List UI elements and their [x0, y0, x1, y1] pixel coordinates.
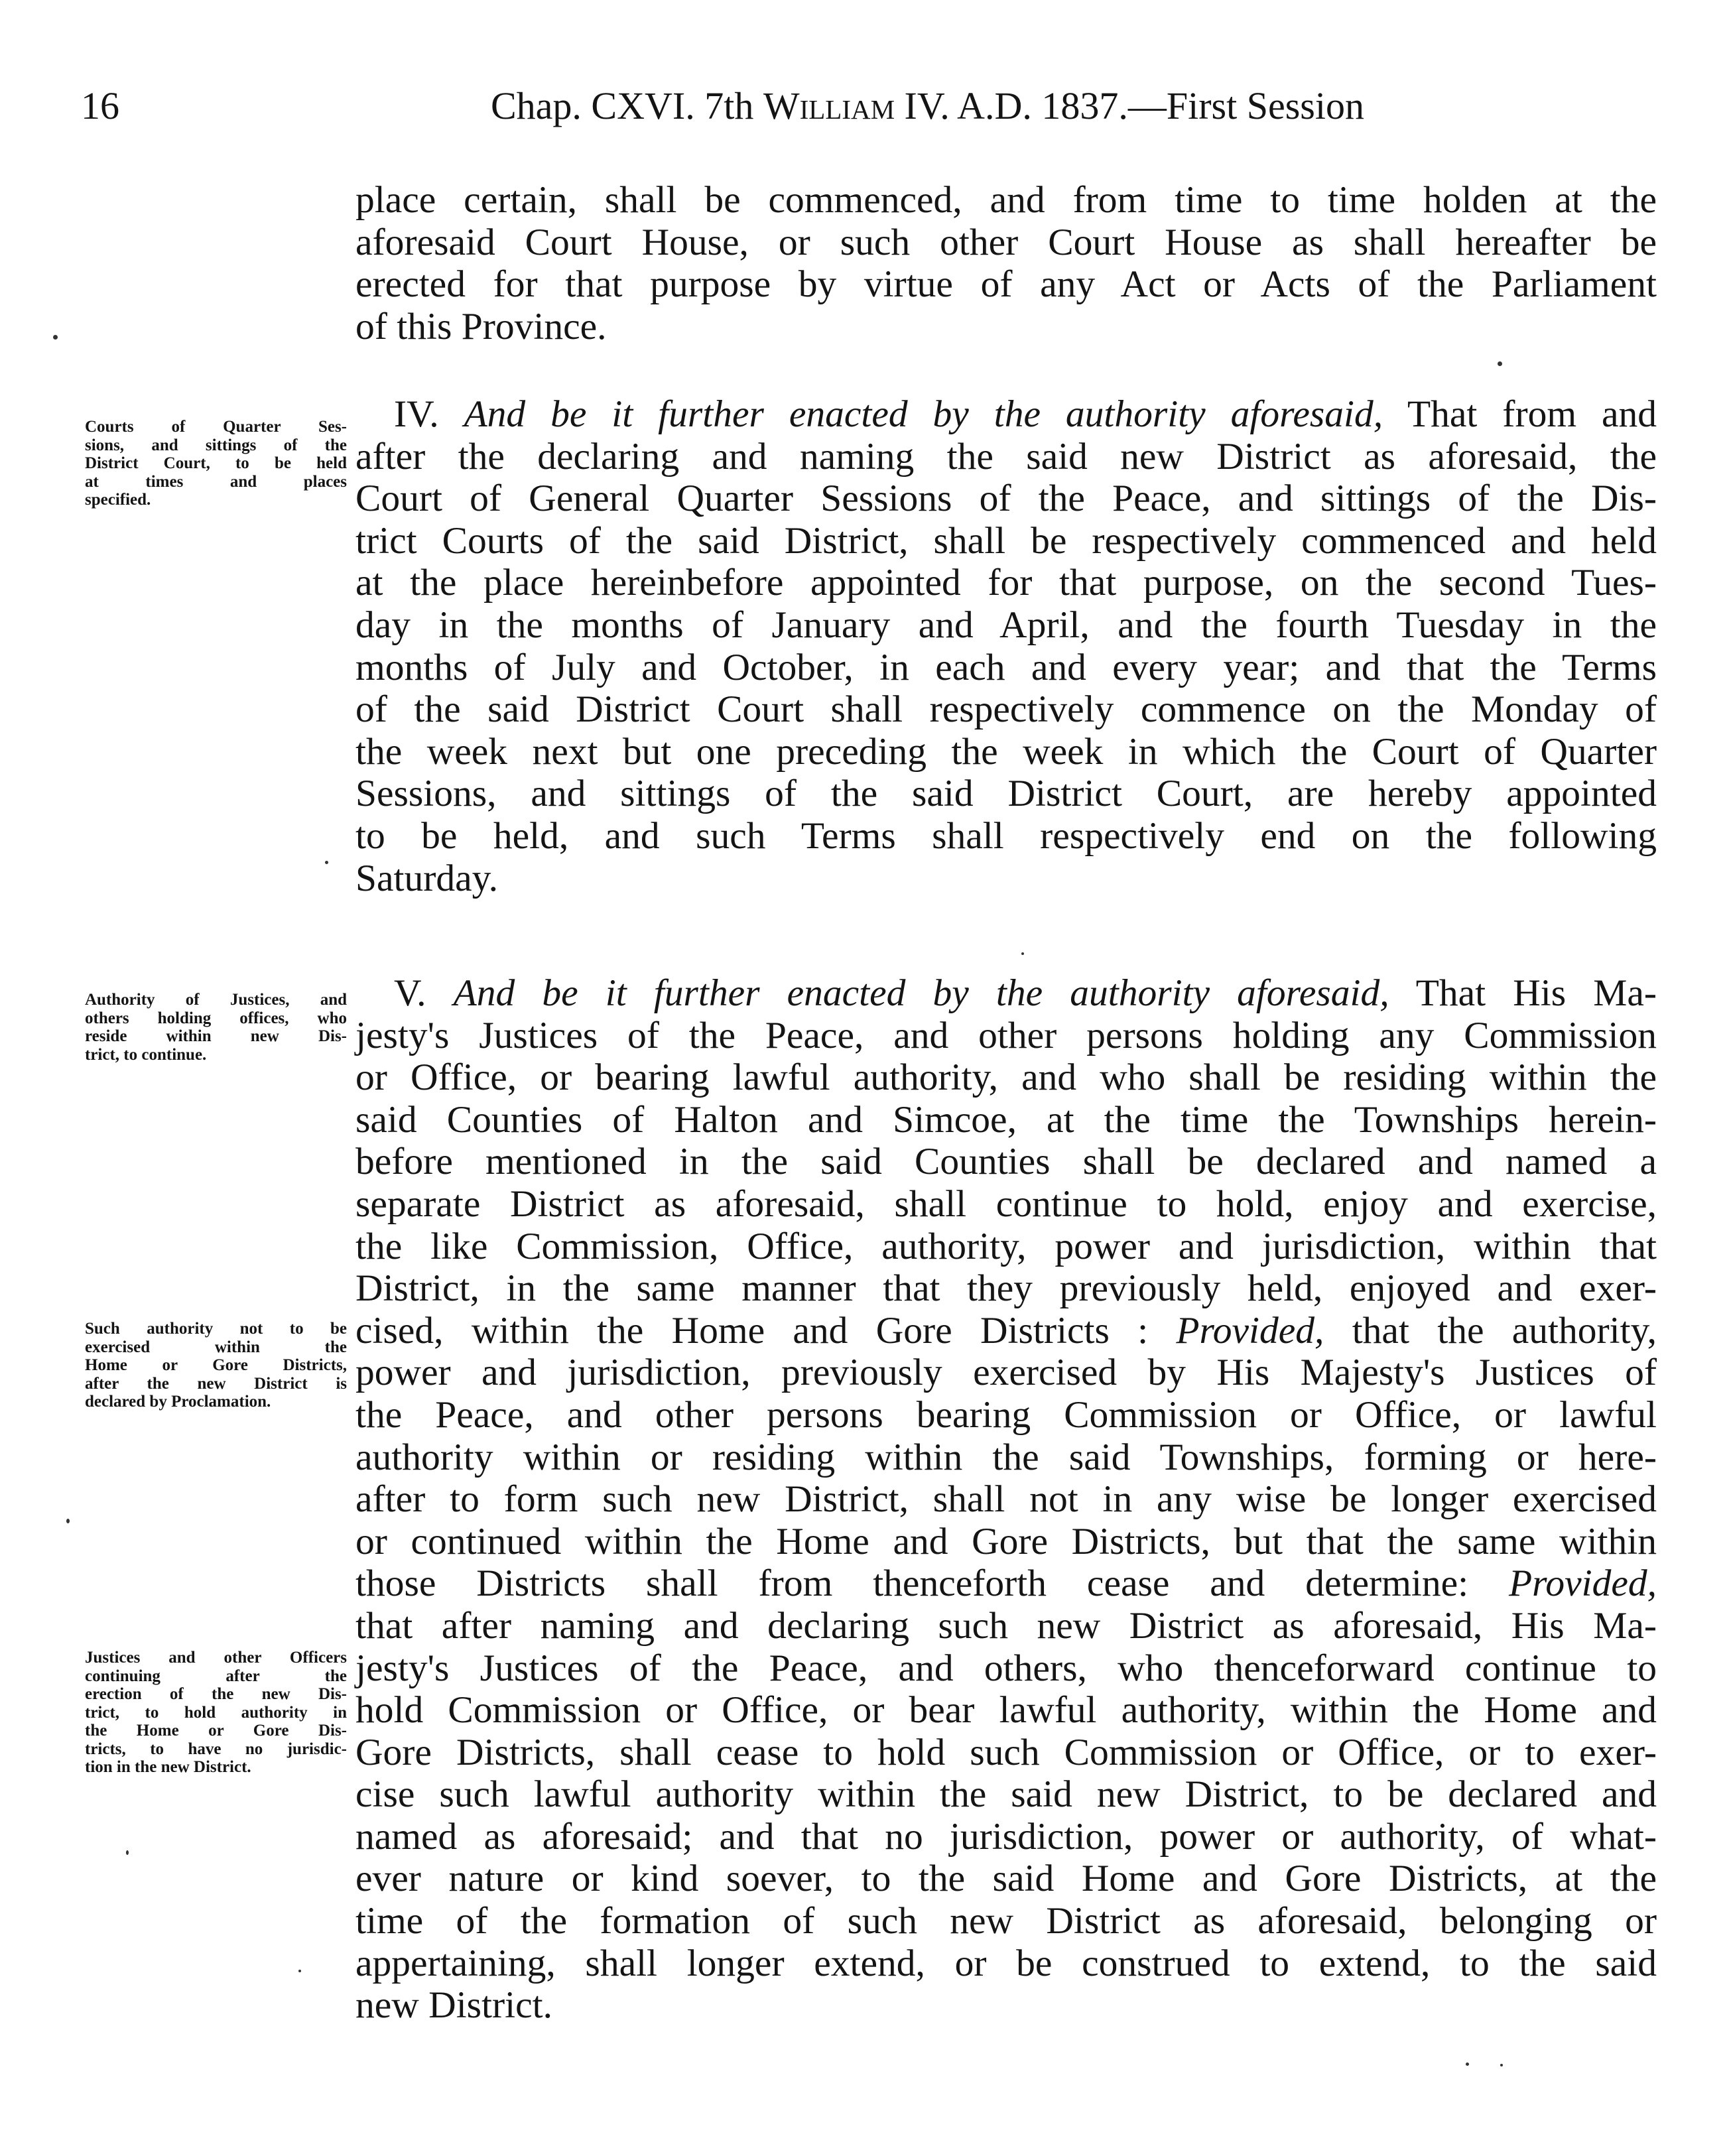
margin-note-line: declared by Proclamation. — [85, 1393, 271, 1411]
proviso-line-start: cised, within the Home and Gore Districts : — [355, 1309, 1149, 1352]
margin-note-line: trict, to continue. — [85, 1045, 207, 1064]
body-line: cise such lawful authority within the said new District, to be declared and — [355, 1773, 1657, 1816]
proviso-line — [355, 1562, 1657, 1605]
body-line: the Peace, and other persons bearing Commission or Office, or lawful — [355, 1393, 1657, 1436]
body-line: after to form such new District, shall not in any wise be longer exercised — [355, 1478, 1657, 1521]
body-line: months of July and October, in each and every year; and that the Terms — [355, 646, 1657, 688]
body-line: appertaining, shall longer extend, or be construed to extend, to the said — [355, 1942, 1657, 1984]
body-line: named as aforesaid; and that no jurisdiction, power or authority, of what- — [355, 1815, 1657, 1858]
margin-note-line: tion in the new District. — [85, 1758, 251, 1776]
body-line: hold Commission or Office, or bear lawful authority, within the Home and — [355, 1689, 1657, 1732]
section-number: V. — [394, 972, 426, 1014]
proviso-line-end: that the authority, — [1352, 1309, 1657, 1352]
body-line: Gore Districts, shall cease to hold such Commission or Office, or to exer- — [355, 1731, 1657, 1773]
enacting-clause: And be it further enacted by the authority aforesaid, — [453, 972, 1389, 1014]
scan-speck — [1466, 2062, 1469, 2066]
scan-speck — [1021, 952, 1024, 955]
body-line: of this Province. — [355, 305, 607, 348]
body-line: jesty's Justices of the Peace, and other persons holding any Commission — [355, 1014, 1657, 1056]
section-iv-first-line — [355, 393, 1657, 436]
body-line: time of the formation of such new District as aforesaid, belonging or — [355, 1900, 1657, 1942]
section-number: IV. — [394, 393, 439, 435]
margin-note-line: Home or Gore Districts, — [85, 1356, 347, 1374]
body-line: before mentioned in the said Counties shall be declared and named a — [355, 1141, 1657, 1183]
body-line: authority within or residing within the said Townships, forming or here- — [355, 1436, 1657, 1478]
body-line: separate District as aforesaid, shall continue to hold, enjoy and exercise, — [355, 1182, 1657, 1225]
body-line: trict Courts of the said District, shall be respectively commenced and held — [355, 519, 1657, 562]
body-line: aforesaid Court House, or such other Court House as shall hereafter be — [355, 221, 1657, 263]
body-line: that after naming and declaring such new District as aforesaid, His Ma- — [355, 1604, 1657, 1647]
proviso-line-start: those Districts shall from thenceforth cease and determine: — [355, 1562, 1469, 1605]
body-line: after the declaring and naming the said new District as aforesaid, the — [355, 435, 1657, 477]
enacting-clause: And be it further enacted by the authority aforesaid, — [464, 393, 1383, 435]
margin-note-line: continuing after the — [85, 1667, 347, 1685]
scan-speck — [1500, 2064, 1503, 2066]
page-header — [0, 80, 1729, 133]
running-head-name: William — [763, 84, 895, 127]
margin-note-line: tricts, to have no jurisdic- — [85, 1740, 347, 1758]
body-line: District, in the same manner that they previously held, enjoyed and exer- — [355, 1267, 1657, 1310]
margin-note-line: Such authority not to be — [85, 1320, 347, 1338]
body-line: of the said District Court shall respectively commence on the Monday of — [355, 688, 1657, 731]
margin-note-line: trict, to hold authority in — [85, 1703, 347, 1722]
body-line: Sessions, and sittings of the said District Court, are hereby appointed — [355, 773, 1657, 815]
margin-note-line: reside within new Dis- — [85, 1027, 347, 1045]
body-line: the like Commission, Office, authority, power and jurisdiction, within that — [355, 1225, 1657, 1267]
first-line-rest: That His Ma- — [1415, 972, 1657, 1014]
body-line: place certain, shall be commenced, and from time to time holden at the — [355, 179, 1657, 221]
body-line: said Counties of Halton and Simcoe, at the time the Townships herein- — [355, 1098, 1657, 1141]
proviso-line — [355, 1310, 1657, 1352]
body-line: power and jurisdiction, previously exercised by His Majesty's Justices of — [355, 1352, 1657, 1394]
body-line: or continued within the Home and Gore Districts, but that the same within — [355, 1520, 1657, 1562]
scan-speck — [325, 861, 328, 864]
scan-speck — [298, 1970, 301, 1972]
margin-note-line: at times and places — [85, 472, 347, 491]
margin-note-line: the Home or Gore Dis- — [85, 1722, 347, 1740]
body-line: ever nature or kind soever, to the said Home and Gore Districts, at the — [355, 1858, 1657, 1900]
continuation-paragraph — [355, 179, 1657, 348]
scan-speck — [1498, 361, 1502, 366]
section-iv — [355, 393, 1657, 899]
margin-note-justices-officers — [85, 1649, 347, 1777]
body-line: jesty's Justices of the Peace, and others, who thenceforward continue to — [355, 1647, 1657, 1689]
scan-speck — [66, 1519, 70, 1523]
page-number: 16 — [81, 84, 119, 127]
margin-note-line: Authority of Justices, and — [85, 991, 347, 1009]
margin-note-authority-not-exercised — [85, 1320, 347, 1411]
body-line: at the place hereinbefore appointed for that purpose, on the second Tues- — [355, 562, 1657, 604]
section-v — [355, 972, 1657, 2027]
body-line: new District. — [355, 1984, 553, 2027]
body-line: or Office, or bearing lawful authority, and who shall be residing within the — [355, 1056, 1657, 1099]
margin-note-line: specified. — [85, 491, 151, 509]
margin-note-quarter-sessions — [85, 418, 347, 509]
running-head-prefix: Chap. CXVI. 7th — [491, 84, 763, 127]
margin-note-line: others holding offices, who — [85, 1009, 347, 1027]
margin-note-line: District Court, to be held — [85, 454, 347, 472]
body-line: Saturday. — [355, 857, 499, 899]
margin-note-line: erection of the new Dis- — [85, 1685, 347, 1703]
margin-note-line: sions, and sittings of the — [85, 436, 347, 454]
scan-speck — [126, 1850, 129, 1855]
running-head-suffix: IV. A.D. 1837.—First Session — [895, 84, 1364, 127]
body-line: day in the months of January and April, and the fourth Tuesday in the — [355, 603, 1657, 646]
proviso-word: Provided, — [1176, 1309, 1324, 1352]
margin-note-line: Courts of Quarter Ses- — [85, 418, 347, 436]
section-v-first-line — [355, 972, 1657, 1015]
proviso-word: Provided, — [1508, 1562, 1657, 1605]
margin-note-line: exercised within the — [85, 1338, 347, 1356]
margin-note-line: after the new District is — [85, 1374, 347, 1393]
first-line-rest: That from and — [1407, 393, 1657, 435]
body-line: Court of General Quarter Sessions of the Peace, and sittings of the Dis- — [355, 477, 1657, 520]
margin-note-authority-justices — [85, 991, 347, 1064]
body-line: to be held, and such Terms shall respectively end on the following — [355, 814, 1657, 857]
margin-note-line: Justices and other Officers — [85, 1649, 347, 1667]
body-line: erected for that purpose by virtue of any Act or Acts of the Parliament — [355, 263, 1657, 306]
running-head — [491, 80, 1364, 133]
scan-speck — [53, 335, 58, 340]
body-line: the week next but one preceding the week in which the Court of Quarter — [355, 730, 1657, 773]
